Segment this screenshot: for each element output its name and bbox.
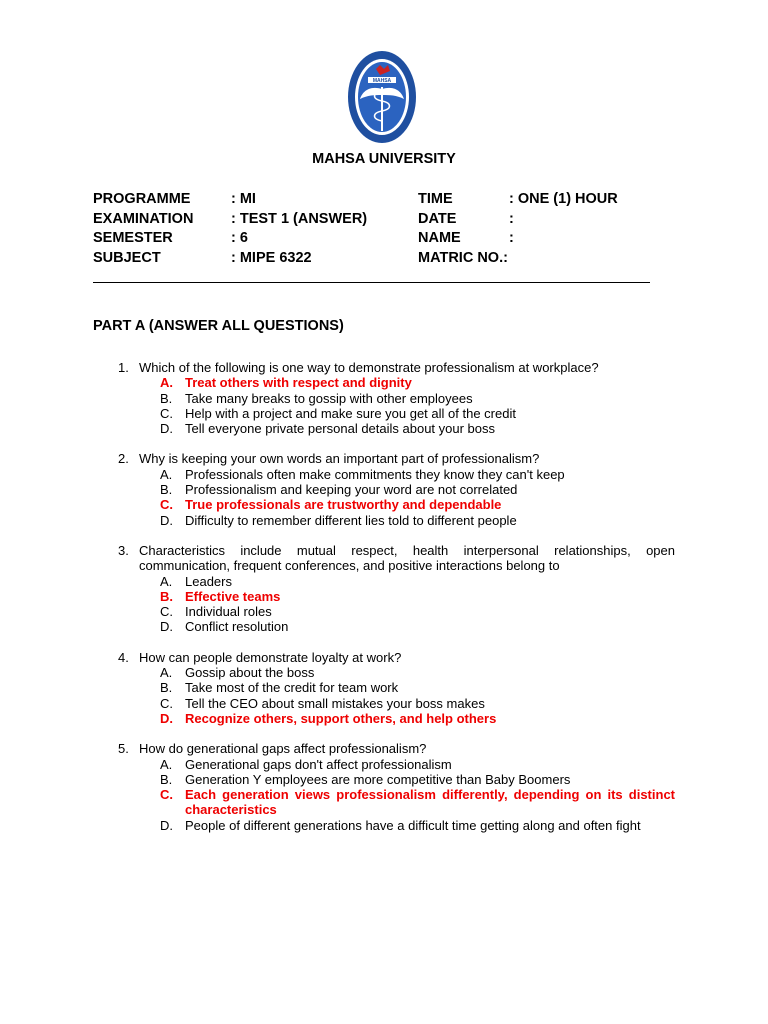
question-number: 5. — [118, 741, 129, 757]
option-letter: B. — [160, 771, 173, 787]
correct-answer-option — [160, 711, 675, 726]
option-text: Generation Y employees are more competitive than Baby Boomers — [185, 771, 571, 787]
option-text: Recognize others, support others, and help others — [185, 710, 497, 726]
question-text: Why is keeping your own words an important part of professionalism? — [139, 451, 540, 467]
option-letter: C. — [160, 497, 173, 513]
option-text: Take most of the credit for team work — [185, 680, 399, 696]
correct-answer-option — [160, 375, 675, 390]
option-text: Treat others with respect and dignity — [185, 375, 412, 391]
option-text: Conflict resolution — [185, 619, 289, 635]
answer-option — [160, 818, 675, 833]
option-letter: C. — [160, 787, 173, 803]
answer-option — [160, 665, 675, 680]
question-number: 3. — [118, 542, 129, 558]
info-value: : 6 — [231, 230, 248, 246]
option-letter: B. — [160, 588, 173, 604]
question-stem — [118, 741, 675, 756]
question-text: Characteristics include mutual respect, health interpersonal relationships, open communication, frequent conferences, and positive interactions belong to — [139, 542, 675, 574]
info-value: : TEST 1 (ANSWER) — [231, 210, 368, 227]
question-number: 1. — [118, 360, 129, 375]
option-text: Help with a project and make sure you get all of the credit — [185, 405, 516, 421]
info-label: NAME — [418, 230, 461, 246]
part-title: PART A (ANSWER ALL QUESTIONS) — [93, 318, 344, 334]
exam-info-left — [93, 190, 367, 268]
option-text: Leaders — [185, 573, 232, 589]
option-text: People of different generations have a difficult time getting along and often fight — [185, 817, 641, 833]
option-letter: C. — [160, 604, 173, 620]
option-text: Individual roles — [185, 604, 272, 620]
correct-answer-option — [160, 589, 675, 604]
question-stem — [118, 650, 675, 665]
option-text: Take many breaks to gossip with other employees — [185, 390, 473, 406]
info-value: : ONE (1) HOUR — [509, 191, 618, 207]
answer-option — [160, 696, 675, 711]
correct-answer-option — [160, 787, 675, 818]
answer-option — [160, 391, 675, 406]
option-letter: C. — [160, 405, 173, 421]
option-letter: D. — [160, 512, 173, 528]
option-letter: D. — [160, 817, 173, 833]
answer-option — [160, 421, 675, 436]
option-letter: A. — [160, 756, 173, 772]
info-label: PROGRAMME — [93, 191, 191, 207]
question-text: Which of the following is one way to demonstrate professionalism at workplace? — [139, 360, 599, 375]
info-value: : — [509, 210, 514, 227]
answer-option — [160, 467, 675, 482]
option-text: Professionalism and keeping your word are not correlated — [185, 482, 518, 498]
header-divider — [93, 282, 650, 283]
question-number: 4. — [118, 649, 129, 665]
option-text: Gossip about the boss — [185, 665, 315, 681]
option-letter: A. — [160, 375, 173, 391]
option-letter: B. — [160, 390, 173, 406]
info-row-matric — [418, 249, 618, 269]
question-stem — [118, 451, 675, 466]
question-4 — [118, 650, 675, 726]
info-label: EXAMINATION — [93, 210, 194, 227]
info-row-date — [418, 210, 618, 230]
option-letter: D. — [160, 619, 173, 635]
option-letter: A. — [160, 466, 173, 482]
answer-option — [160, 757, 675, 772]
info-row-time — [418, 190, 618, 210]
university-name: MAHSA UNIVERSITY — [312, 151, 456, 167]
question-text: How can people demonstrate loyalty at work? — [139, 649, 402, 665]
question-number: 2. — [118, 451, 129, 467]
option-text: Professionals often make commitments they know they can't keep — [185, 466, 565, 482]
option-text: True professionals are trustworthy and dependable — [185, 497, 502, 513]
mahsa-university-crest-icon — [346, 49, 418, 145]
svg-text:MAHSA: MAHSA — [372, 78, 392, 84]
option-text: Each generation views professionalism differently, depending on its distinct characteristics — [185, 787, 675, 818]
info-row-subject — [93, 249, 367, 269]
option-letter: D. — [160, 710, 173, 726]
info-row-programme — [93, 190, 367, 210]
question-stem — [118, 543, 675, 574]
info-row-examination — [93, 210, 367, 230]
question-stem — [118, 360, 675, 375]
option-text: Effective teams — [185, 588, 281, 604]
answer-option — [160, 680, 675, 695]
answer-option — [160, 513, 675, 528]
answer-option — [160, 619, 675, 634]
option-letter: A. — [160, 573, 173, 589]
question-1 — [118, 360, 675, 436]
info-row-name — [418, 229, 618, 249]
question-3 — [118, 543, 675, 635]
option-text: Tell everyone private personal details about your boss — [185, 421, 496, 437]
answer-option — [160, 406, 675, 421]
option-text: Tell the CEO about small mistakes your boss makes — [185, 695, 485, 711]
question-5 — [118, 741, 675, 833]
option-letter: A. — [160, 665, 173, 681]
option-text: Generational gaps don't affect professionalism — [185, 756, 452, 772]
answer-option — [160, 604, 675, 619]
option-letter: B. — [160, 482, 173, 498]
option-letter: B. — [160, 680, 173, 696]
info-label: MATRIC NO.: — [418, 249, 508, 266]
correct-answer-option — [160, 497, 675, 512]
question-2 — [118, 451, 675, 527]
info-label: DATE — [418, 210, 457, 227]
info-value: : MI — [231, 191, 256, 207]
info-row-semester — [93, 229, 367, 249]
option-letter: D. — [160, 421, 173, 437]
info-value: : — [509, 230, 514, 246]
answer-option — [160, 574, 675, 589]
university-logo — [346, 49, 418, 145]
info-label: SEMESTER — [93, 230, 173, 246]
option-text: Difficulty to remember different lies told to different people — [185, 512, 517, 528]
info-label: SUBJECT — [93, 249, 161, 266]
answer-option — [160, 772, 675, 787]
option-letter: C. — [160, 695, 173, 711]
answer-option — [160, 482, 675, 497]
question-list — [118, 360, 675, 848]
exam-info-right — [418, 190, 618, 268]
question-text: How do generational gaps affect professionalism? — [139, 741, 427, 757]
info-label: TIME — [418, 191, 453, 207]
info-value: : MIPE 6322 — [231, 249, 312, 266]
